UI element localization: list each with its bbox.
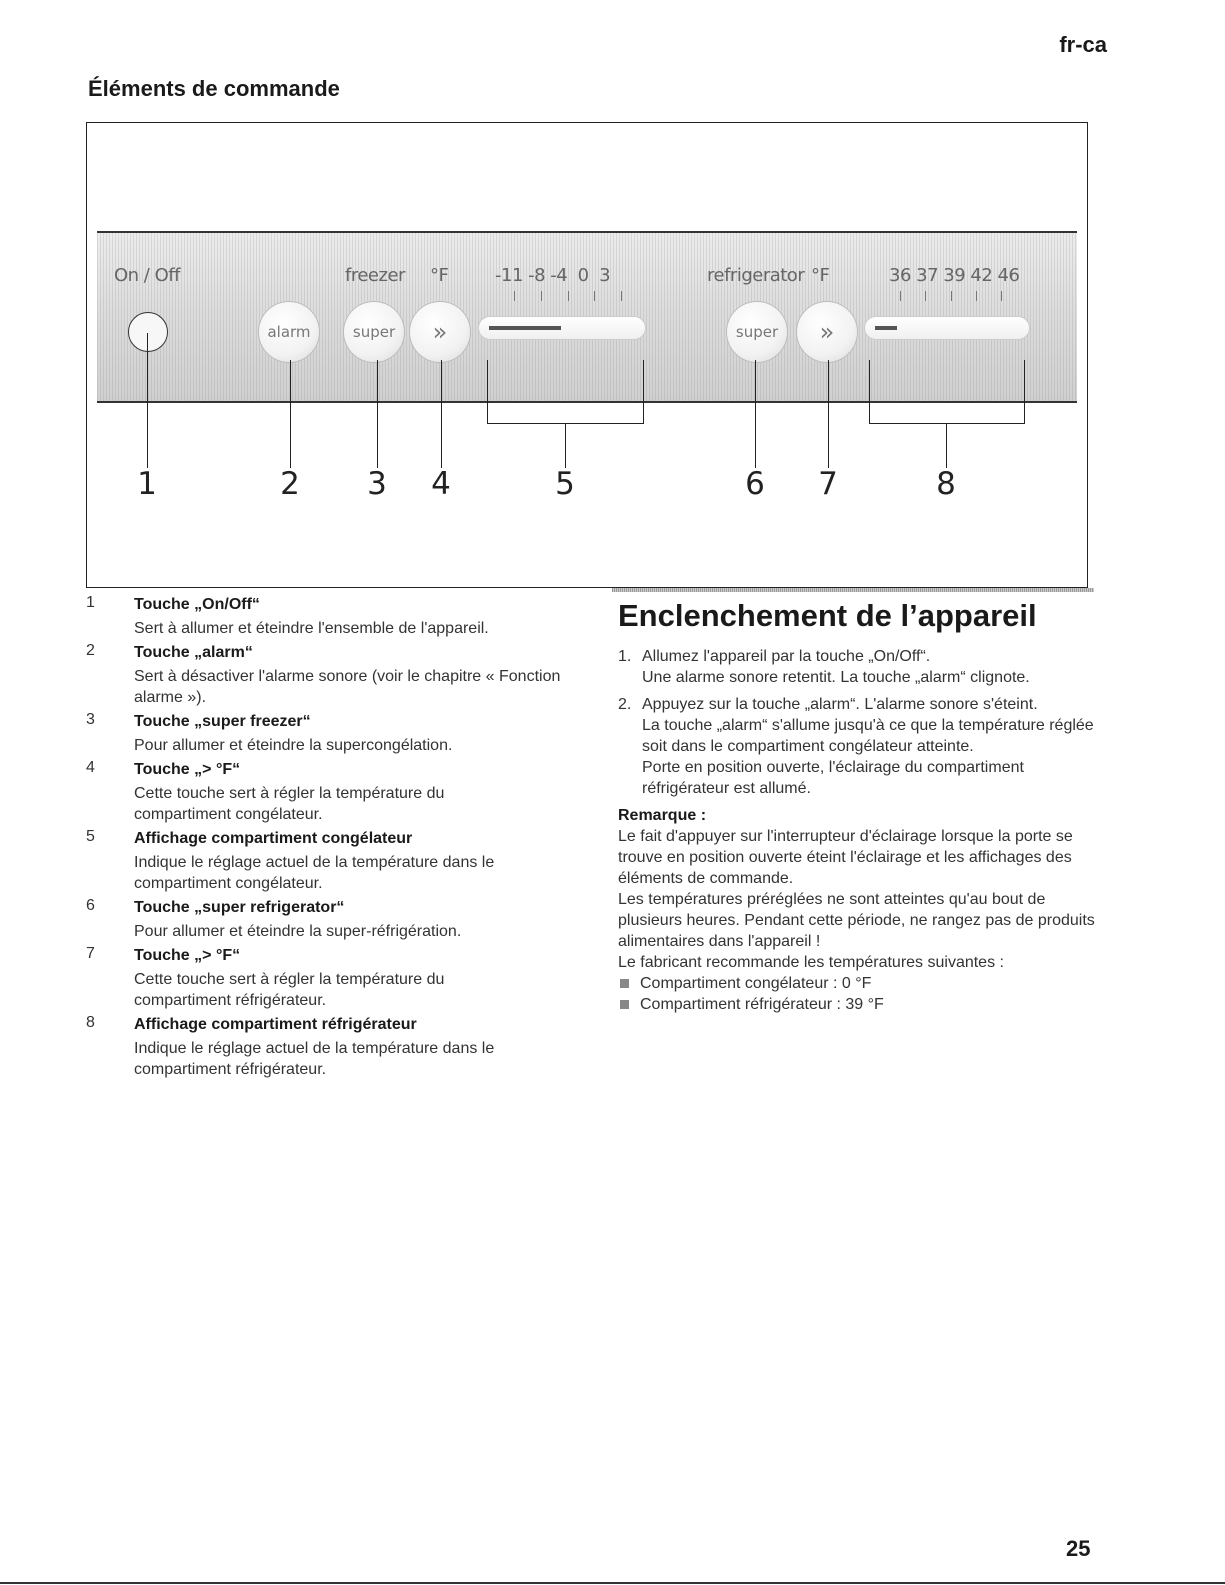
refrigerator-unit: °F: [811, 265, 830, 286]
list-item: [618, 994, 1098, 1015]
item-number: 6: [86, 897, 95, 914]
list-item: [86, 759, 586, 825]
step-item: [618, 646, 1098, 688]
refrigerator-temp-arrow-button[interactable]: »: [797, 302, 857, 362]
list-item: [86, 1014, 586, 1080]
callout-bracket-8-right: [1024, 360, 1025, 424]
item-number: 2: [86, 642, 95, 659]
callout-bracket-5-right: [643, 360, 644, 424]
freezer-scale-ticks: [514, 291, 622, 301]
callout-bracket-8-left: [869, 360, 870, 424]
list-item: [86, 945, 586, 1011]
item-description: Sert à désactiver l'alarme sonore (voir le chapitre « Fonction alarme »).: [134, 668, 561, 706]
item-number: 8: [86, 1014, 95, 1031]
list-item: [618, 973, 1098, 994]
item-description: Indique le réglage actuel de la température dans le compartiment congélateur.: [134, 854, 495, 892]
list-item: [86, 594, 586, 639]
callout-4: 4: [431, 466, 451, 502]
callout-line-4: [441, 360, 442, 468]
list-item: [86, 897, 586, 942]
item-title: Affichage compartiment réfrigérateur: [134, 1016, 417, 1033]
item-title: Affichage compartiment congélateur: [134, 830, 413, 847]
callout-3: 3: [367, 466, 387, 502]
page-number: 25: [1066, 1536, 1091, 1561]
refrigerator-scale-ticks: [900, 291, 1002, 301]
callout-bracket-8-bottom: [869, 423, 1025, 424]
callout-line-7: [828, 360, 829, 468]
item-number: 4: [86, 759, 95, 776]
switch-on-section: [618, 596, 1098, 1015]
refrigerator-temperature-fill: [875, 326, 897, 330]
on-off-label: On / Off: [114, 265, 180, 286]
note-paragraph: Les températures préréglées ne sont atteintes qu'au bout de plusieurs heures. Pendant cette période, ne rangez pas de produits alimentaires dans l'appareil !: [618, 891, 1095, 950]
callout-8: 8: [936, 466, 956, 502]
note-paragraph: Le fait d'appuyer sur l'interrupteur d'éclairage lorsque la porte se trouve en position ouverte éteint l'éclairage et les affichages des éléments de commande.: [618, 828, 1073, 887]
step-item: [618, 694, 1098, 799]
section-title: Éléments de commande: [88, 76, 340, 101]
note-paragraph: Le fabricant recommande les températures suivantes :: [618, 954, 1004, 971]
item-number: 7: [86, 945, 95, 962]
refrigerator-scale: 36 37 39 42 46: [889, 265, 1020, 286]
refrigerator-temperature-display: [865, 317, 1029, 339]
item-title: Touche „On/Off“: [134, 596, 260, 613]
callout-5: 5: [555, 466, 575, 502]
item-description: Indique le réglage actuel de la température dans le compartiment réfrigérateur.: [134, 1040, 495, 1078]
control-panel: [97, 231, 1077, 403]
section-divider: [612, 588, 1094, 592]
callout-6: 6: [745, 466, 765, 502]
alarm-button[interactable]: alarm: [259, 302, 319, 362]
callout-line-3: [377, 360, 378, 468]
step-line: La touche „alarm“ s'allume jusqu'à ce que la température réglée soit dans le compartiment congélateur atteinte.: [642, 717, 1094, 755]
recommendation-text: Compartiment congélateur : 0 °F: [640, 975, 872, 992]
callout-line-6: [755, 360, 756, 468]
item-title: Touche „> °F“: [134, 947, 241, 964]
callout-2: 2: [280, 466, 300, 502]
recommended-temperatures: [618, 973, 1098, 1015]
control-elements-list: [86, 594, 586, 1083]
item-number: 5: [86, 828, 95, 845]
switch-on-title: Enclenchement de l’appareil: [618, 598, 1037, 633]
item-description: Pour allumer et éteindre la supercongélation.: [134, 737, 453, 754]
list-item: [86, 642, 586, 708]
on-off-button[interactable]: [128, 312, 168, 352]
language-code: fr-ca: [1059, 32, 1107, 57]
item-number: 1: [86, 594, 95, 611]
super-refrigerator-button[interactable]: super: [727, 302, 787, 362]
freezer-unit: °F: [430, 265, 449, 286]
freezer-label: freezer: [345, 265, 405, 286]
item-title: Touche „super refrigerator“: [134, 899, 345, 916]
callout-7: 7: [818, 466, 838, 502]
list-item: [86, 828, 586, 894]
bullet-square-icon: [620, 1000, 629, 1009]
step-number: 1.: [618, 648, 632, 665]
control-panel-figure: [86, 122, 1088, 588]
switch-on-steps: [618, 646, 1098, 799]
callout-line-5: [565, 423, 566, 468]
note-heading: Remarque :: [618, 807, 707, 824]
item-description: Sert à allumer et éteindre l'ensemble de l'appareil.: [134, 620, 489, 637]
item-title: Touche „super freezer“: [134, 713, 311, 730]
refrigerator-label: refrigerator: [707, 265, 805, 286]
item-number: 3: [86, 711, 95, 728]
page-bottom-rule: [0, 1582, 1225, 1584]
callout-1: 1: [137, 466, 157, 502]
step-line: Appuyez sur la touche „alarm“. L'alarme sonore s'éteint.: [642, 696, 1038, 713]
callout-bracket-5-left: [487, 360, 488, 424]
freezer-temperature-display: [479, 317, 645, 339]
item-description: Cette touche sert à régler la température du compartiment congélateur.: [134, 785, 445, 823]
item-title: Touche „alarm“: [134, 644, 253, 661]
list-item: [86, 711, 586, 756]
bullet-square-icon: [620, 979, 629, 988]
recommendation-text: Compartiment réfrigérateur : 39 °F: [640, 996, 884, 1013]
step-line: Porte en position ouverte, l'éclairage du compartiment réfrigérateur est allumé.: [642, 759, 1024, 797]
freezer-temp-arrow-button[interactable]: »: [410, 302, 470, 362]
step-number: 2.: [618, 696, 632, 713]
callout-line-2: [290, 360, 291, 468]
item-title: Touche „> °F“: [134, 761, 241, 778]
callout-line-8: [946, 423, 947, 468]
step-line: Allumez l'appareil par la touche „On/Off“.: [642, 648, 931, 665]
super-freezer-button[interactable]: super: [344, 302, 404, 362]
item-description: Pour allumer et éteindre la super-réfrigération.: [134, 923, 462, 940]
freezer-scale: -11 -8 -4 0 3: [495, 265, 611, 286]
step-line: Une alarme sonore retentit. La touche „alarm“ clignote.: [642, 669, 1030, 686]
freezer-temperature-fill: [489, 326, 561, 330]
callout-line-1: [147, 333, 148, 468]
item-description: Cette touche sert à régler la température du compartiment réfrigérateur.: [134, 971, 445, 1009]
